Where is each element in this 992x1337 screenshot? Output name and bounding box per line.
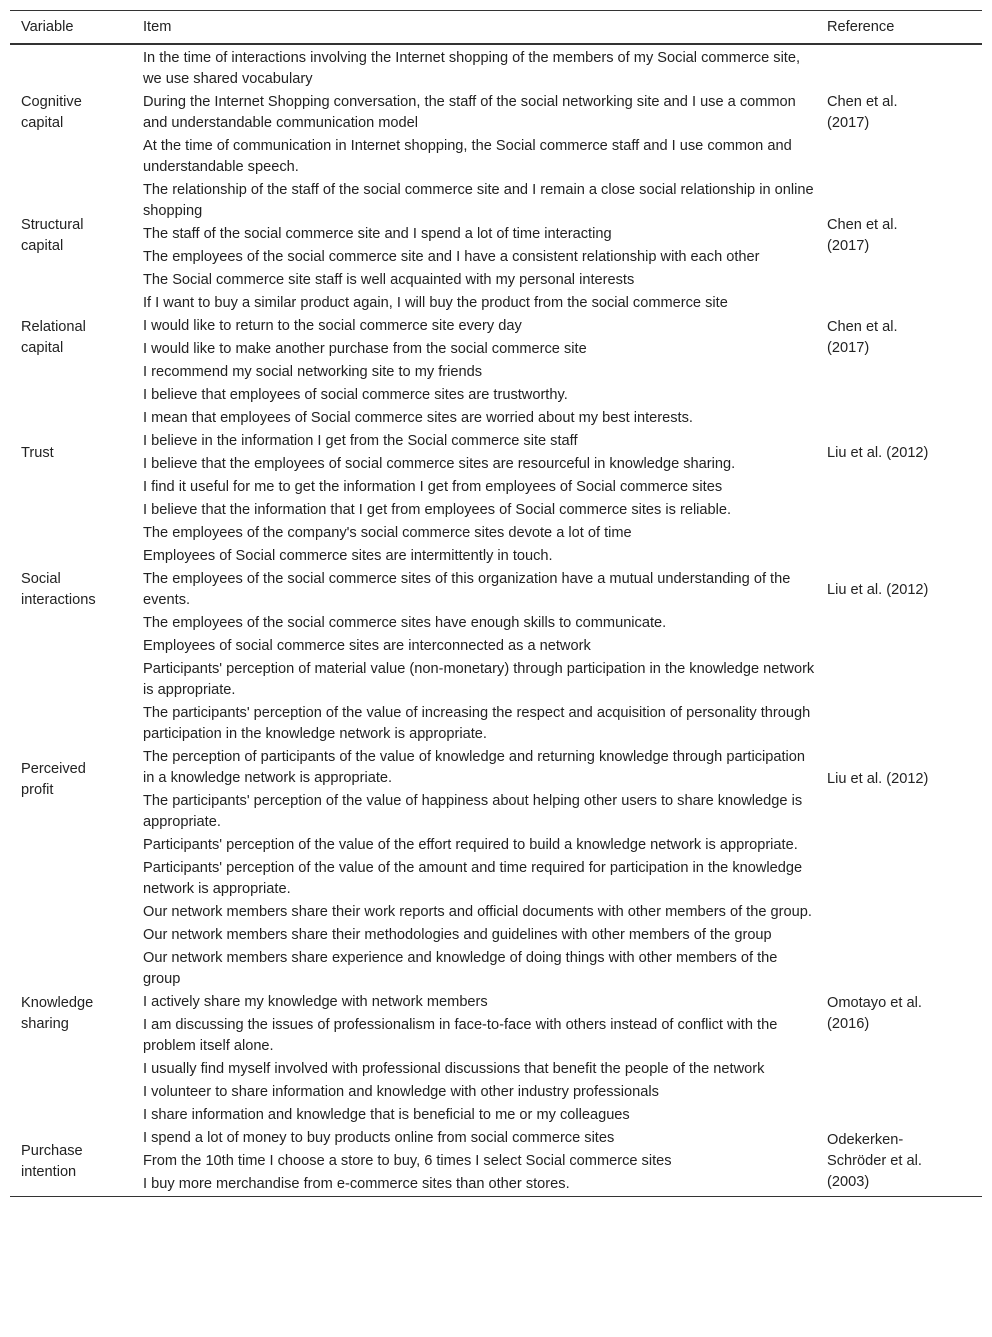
item-text: From the 10th time I choose a store to buy, 6 times I select Social commerce sites	[143, 1153, 672, 1169]
variable-label-line: Trust	[21, 444, 54, 461]
measurement-items-table	[10, 10, 982, 1197]
items-cell	[132, 179, 816, 292]
reference-cell	[816, 1127, 982, 1197]
item-text: Participants' perception of the value of the amount and time required for participation in the knowledge network is appropriate.	[143, 860, 803, 897]
variable-label-line: capital	[21, 340, 64, 356]
variable-cell	[10, 292, 132, 384]
reference-cell	[816, 901, 982, 1127]
variable-cell	[10, 179, 132, 292]
items-cell	[132, 292, 816, 384]
item-text: The staff of the social commerce site and I spend a lot of time interacting	[143, 226, 612, 242]
reference-line: Schröder et al.	[827, 1153, 922, 1169]
reference-line: Chen et al.	[827, 319, 898, 335]
item-text: The participants' perception of the value of increasing the respect and acquisition of personality through participation in the knowledge network is appropriate.	[143, 705, 811, 742]
item-text: Our network members share their work reports and official documents with other members of the group.	[143, 904, 812, 920]
reference-line: Omotayo et al.	[827, 995, 922, 1011]
reference-line: Liu et al. (2012)	[827, 581, 929, 598]
item-text: The employees of the social commerce sites of this organization have a mutual understanding of the events.	[143, 571, 791, 608]
variable-label-line: sharing	[21, 1016, 69, 1032]
reference-line: (2016)	[827, 1016, 870, 1032]
reference-line: Liu et al. (2012)	[827, 444, 929, 461]
item-text: At the time of communication in Internet shopping, the Social commerce staff and I use common and understandable speech.	[143, 138, 792, 175]
variable-cell	[10, 44, 132, 179]
variable-cell	[10, 522, 132, 658]
table-row	[10, 901, 982, 1127]
variable-label-line: Perceived	[21, 760, 86, 777]
item-text: The employees of the social commerce site and I have a consistent relationship with each other	[143, 249, 760, 265]
item-text: I usually find myself involved with professional discussions that benefit the people of the network	[143, 1061, 765, 1077]
reference-line: Odekerken-	[827, 1132, 904, 1148]
item-text: Participants' perception of the value of the effort required to build a knowledge network is appropriate.	[143, 837, 798, 853]
item-text: Employees of Social commerce sites are intermittently in touch.	[143, 548, 553, 564]
reference-line: Liu et al. (2012)	[827, 771, 929, 787]
variable-label-line: Knowledge	[21, 995, 94, 1011]
item-text: The employees of the company's social commerce sites devote a lot of time	[143, 525, 632, 541]
item-text: I would like to make another purchase from the social commerce site	[143, 341, 587, 357]
reference-line: (2017)	[827, 115, 870, 131]
variable-cell	[10, 384, 132, 522]
item-text: I believe in the information I get from the Social commerce site staff	[143, 433, 578, 449]
item-text: I find it useful for me to get the information I get from employees of Social commerce sites	[143, 479, 723, 495]
variable-label-line: capital	[21, 115, 64, 131]
reference-cell	[816, 522, 982, 658]
table-row	[10, 1127, 982, 1197]
reference-line: Chen et al.	[827, 216, 898, 233]
reference-cell	[816, 44, 982, 179]
header-variable: Variable	[10, 11, 132, 45]
measurement-items-table-container	[10, 10, 982, 1197]
table-header	[10, 11, 982, 45]
header-row	[10, 11, 982, 45]
variable-label-line: Social	[21, 571, 61, 587]
item-text: Participants' perception of material value (non-monetary) through participation in the knowledge network is appropriate.	[143, 661, 815, 698]
item-text: During the Internet Shopping conversation, the staff of the social networking site and I use a common and understandable communication model	[143, 94, 796, 131]
item-text: I spend a lot of money to buy products online from social commerce sites	[143, 1130, 615, 1146]
variable-cell	[10, 658, 132, 901]
reference-line: (2017)	[827, 340, 870, 356]
items-cell	[132, 658, 816, 901]
reference-cell	[816, 292, 982, 384]
item-text: I actively share my knowledge with network members	[143, 994, 488, 1010]
variable-cell	[10, 901, 132, 1127]
item-text: In the time of interactions involving the Internet shopping of the members of my Social commerce site, we use shared vocabulary	[143, 50, 801, 87]
table-row	[10, 384, 982, 522]
table-row	[10, 292, 982, 384]
reference-cell	[816, 179, 982, 292]
reference-cell	[816, 384, 982, 522]
reference-line: (2017)	[827, 237, 870, 254]
table-body	[10, 44, 982, 1197]
item-text: I am discussing the issues of professionalism in face-to-face with others instead of conflict with the problem itself alone.	[143, 1017, 778, 1054]
table-row	[10, 44, 982, 179]
item-text: I buy more merchandise from e-commerce sites than other stores.	[143, 1176, 570, 1192]
items-cell	[132, 1127, 816, 1197]
reference-line: (2003)	[827, 1174, 870, 1190]
variable-label-line: Cognitive	[21, 94, 82, 110]
item-text: I recommend my social networking site to my friends	[143, 364, 483, 380]
header-item: Item	[132, 11, 816, 45]
item-text: Employees of social commerce sites are interconnected as a network	[143, 638, 591, 654]
items-cell	[132, 44, 816, 179]
item-text: The relationship of the staff of the social commerce site and I remain a close social relationship in online shopping	[143, 182, 814, 219]
item-text: The Social commerce site staff is well acquainted with my personal interests	[143, 272, 635, 288]
table-row	[10, 658, 982, 901]
variable-cell	[10, 1127, 132, 1197]
item-text: The perception of participants of the value of knowledge and returning knowledge through participation in a knowledge network is appropriate.	[143, 749, 806, 786]
variable-label-line: profit	[21, 781, 54, 798]
item-text: Our network members share their methodologies and guidelines with other members of the group	[143, 927, 772, 943]
item-text: I would like to return to the social commerce site every day	[143, 318, 522, 334]
item-text: Our network members share experience and knowledge of doing things with other members of the group	[143, 950, 778, 987]
variable-label-line: Relational	[21, 319, 86, 335]
variable-label-line: intention	[21, 1163, 77, 1180]
item-text: The participants' perception of the value of happiness about helping other users to share knowledge is appropriate.	[143, 793, 803, 830]
reference-cell	[816, 658, 982, 901]
item-text: I believe that the information that I get from employees of Social commerce sites is reliable.	[143, 502, 732, 518]
item-text: The employees of the social commerce sites have enough skills to communicate.	[143, 615, 667, 631]
variable-label-line: Structural	[21, 216, 84, 233]
variable-label-line: capital	[21, 237, 64, 254]
variable-label-line: interactions	[21, 592, 96, 608]
item-text: I share information and knowledge that is beneficial to me or my colleagues	[143, 1107, 630, 1123]
item-text: If I want to buy a similar product again, I will buy the product from the social commerce site	[143, 295, 728, 311]
header-reference: Reference	[816, 11, 982, 45]
item-text: I volunteer to share information and knowledge with other industry professionals	[143, 1084, 659, 1100]
table-row	[10, 179, 982, 292]
item-text: I mean that employees of Social commerce sites are worried about my best interests.	[143, 410, 693, 426]
items-cell	[132, 522, 816, 658]
item-text: I believe that employees of social commerce sites are trustworthy.	[143, 387, 568, 403]
table-row	[10, 522, 982, 658]
variable-label-line: Purchase	[21, 1142, 83, 1159]
item-text: I believe that the employees of social commerce sites are resourceful in knowledge sharing.	[143, 456, 736, 472]
items-cell	[132, 901, 816, 1127]
items-cell	[132, 384, 816, 522]
reference-line: Chen et al.	[827, 94, 898, 110]
